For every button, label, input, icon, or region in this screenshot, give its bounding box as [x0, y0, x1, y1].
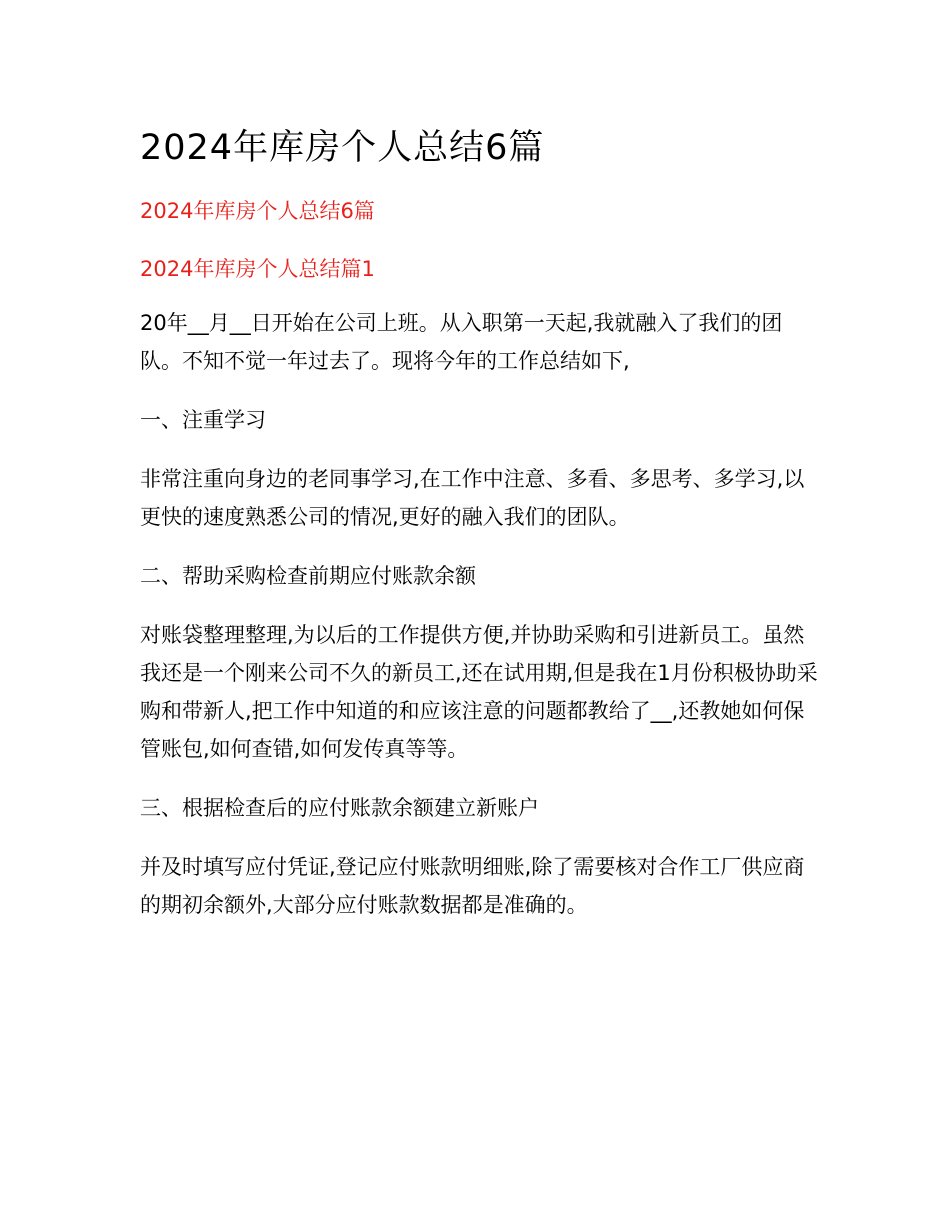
intro-paragraph: 20年__月__日开始在公司上班。从入职第一天起,我就融入了我们的团队。不知不觉一年过去了。现将今年的工作总结如下,	[140, 311, 783, 373]
section-heading-study: 一、注重学习	[140, 408, 266, 432]
study-paragraph: 非常注重向身边的老同事学习,在工作中注意、多看、多思考、多学习,以更快的速度熟悉公司的情况,更好的融入我们的团队。	[140, 467, 805, 529]
section-heading-payables-check: 二、帮助采购检查前期应付账款余额	[140, 564, 476, 588]
new-accounts-paragraph: 并及时填写应付凭证,登记应付账款明细账,除了需要核对合作工厂供应商的期初余额外,大部分应付账款数据都是准确的。	[140, 855, 805, 917]
document-subtitle: 2024年库房个人总结6篇	[140, 199, 375, 223]
payables-check-paragraph: 对账袋整理整理,为以后的工作提供方便,并协助采购和引进新员工。虽然我还是一个刚来公司不久的新员工,还在试用期,但是我在1月份积极协助采购和带新人,把工作中知道的和应该注意的问题都教给了__,还教她如何保管账包,如何查错,如何发传真等等。	[140, 623, 818, 761]
document-page	[140, 122, 820, 924]
document-title: 2024年库房个人总结6篇	[140, 128, 545, 168]
section-heading-new-accounts: 三、根据检查后的应付账款余额建立新账户	[140, 796, 539, 820]
section-heading: 2024年库房个人总结篇1	[140, 257, 375, 281]
